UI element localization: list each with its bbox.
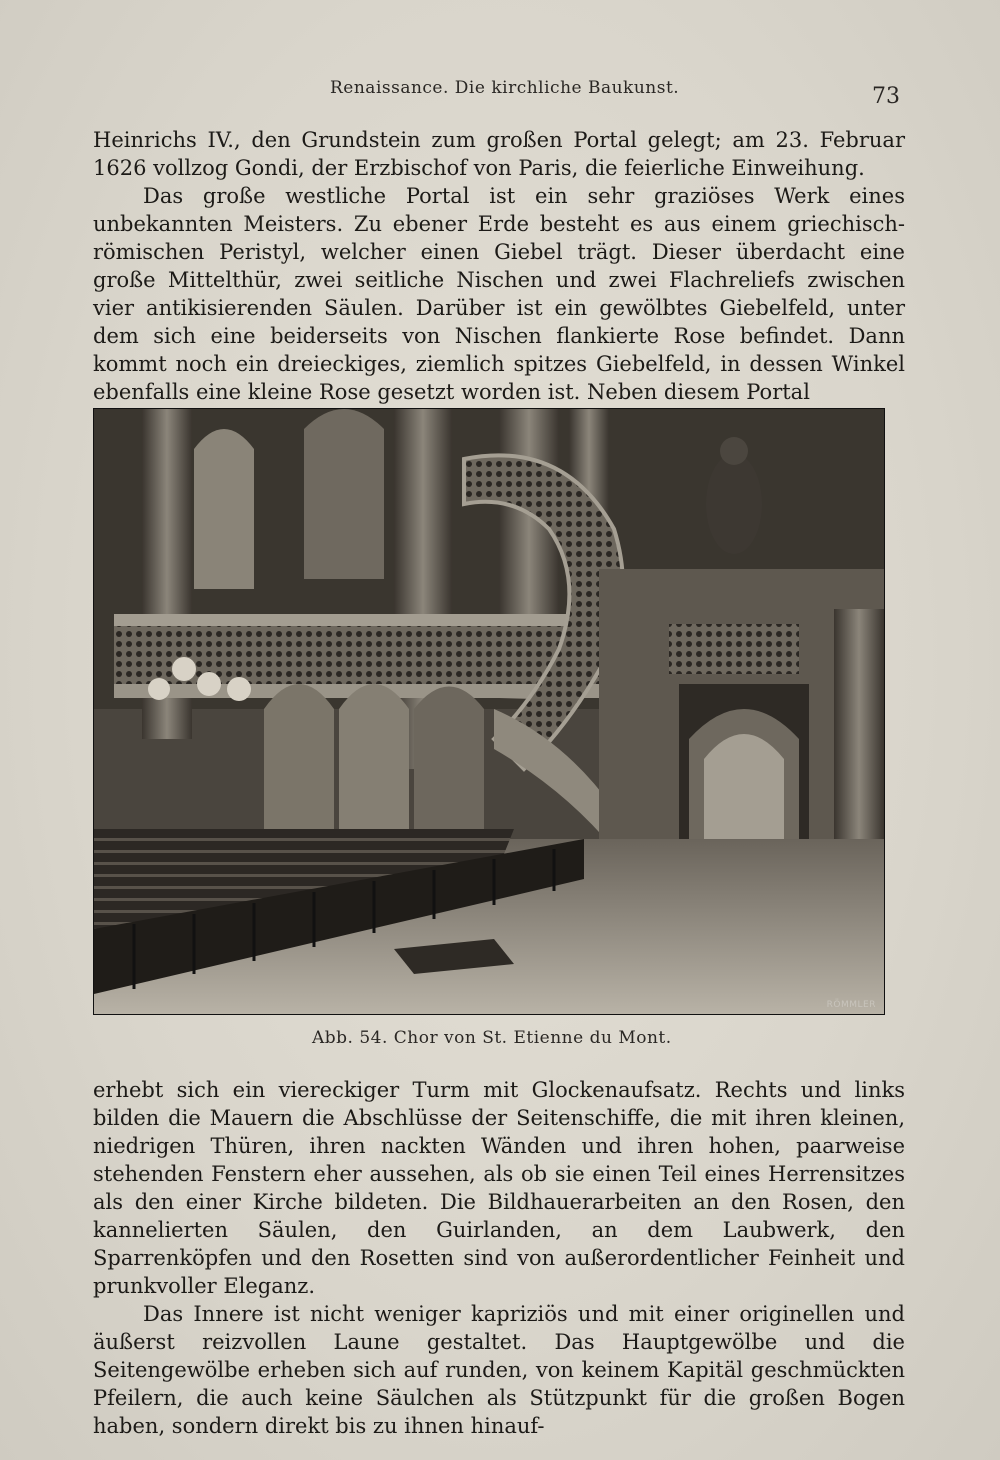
paragraph: erhebt sich ein viereckiger Turm mit Glockenaufsatz. Rechts und links bilden die Mauern die Abschlüsse der Seitenschiffe, die mit ihren kleinen, niedrigen Thüren, ihren nackten Wänden und ihren hohen, paarweise stehenden Fenstern eher aussehen, als ob sie einen Teil eines Herrensitzes als den einer Kirche bildeten. Die Bildhauerarbeiten an den Rosen, den kannelierten Säulen, den Guirlanden, an dem Laubwerk, den Sparrenköpfen und den Rosetten sind von außerordentlicher Feinheit und prunkvoller Eleganz. xyxy=(93,1078,905,1298)
paragraph: Das Innere ist nicht weniger kapriziös und mit einer originellen und äußerst reizvollen Laune gestaltet. Das Hauptgewölbe und die Seitengewölbe erheben sich auf runden, von keinem Kapitäl geschmückten Pfeilern, die auch keine Säulchen als Stützpunkt für die großen Bogen haben, sondern direkt bis zu ihnen hinauf- xyxy=(93,1302,905,1438)
paragraph: Das große westliche Portal ist ein sehr graziöses Werk eines unbekannten Meisters. Zu ebener Erde besteht es aus einem griechisch-römischen Peristyl, welcher einen Giebel trägt. Dieser überdacht eine große Mittelthür, zwei seitliche Nischen und zwei Flachreliefs zwischen vier antikisierenden Säulen. Darüber ist ein gewölbtes Giebelfeld, unter dem sich eine beiderseits von Nischen flankierte Rose befindet. Dann kommt noch ein dreieckiges, ziemlich spitzes Giebelfeld, in dessen Winkel ebenfalls eine kleine Rose gesetzt worden ist. Neben diesem Portal xyxy=(93,184,905,404)
running-title: Renaissance. Die kirchliche Baukunst. xyxy=(330,78,680,98)
figure-caption: Abb. 54. Chor von St. Etienne du Mont. xyxy=(312,1028,672,1048)
page-number: 73 xyxy=(872,84,900,109)
text-block-top xyxy=(93,126,905,406)
text-block-bottom xyxy=(93,1076,905,1440)
paragraph: Heinrichs IV., den Grundstein zum großen Portal gelegt; am 23. Februar 1626 vollzog Gondi, der Erzbischof von Paris, die feierliche Einweihung. xyxy=(93,128,905,180)
photographer-signature: RÖMMLER xyxy=(826,1000,876,1010)
church-interior-photograph xyxy=(93,408,885,1015)
